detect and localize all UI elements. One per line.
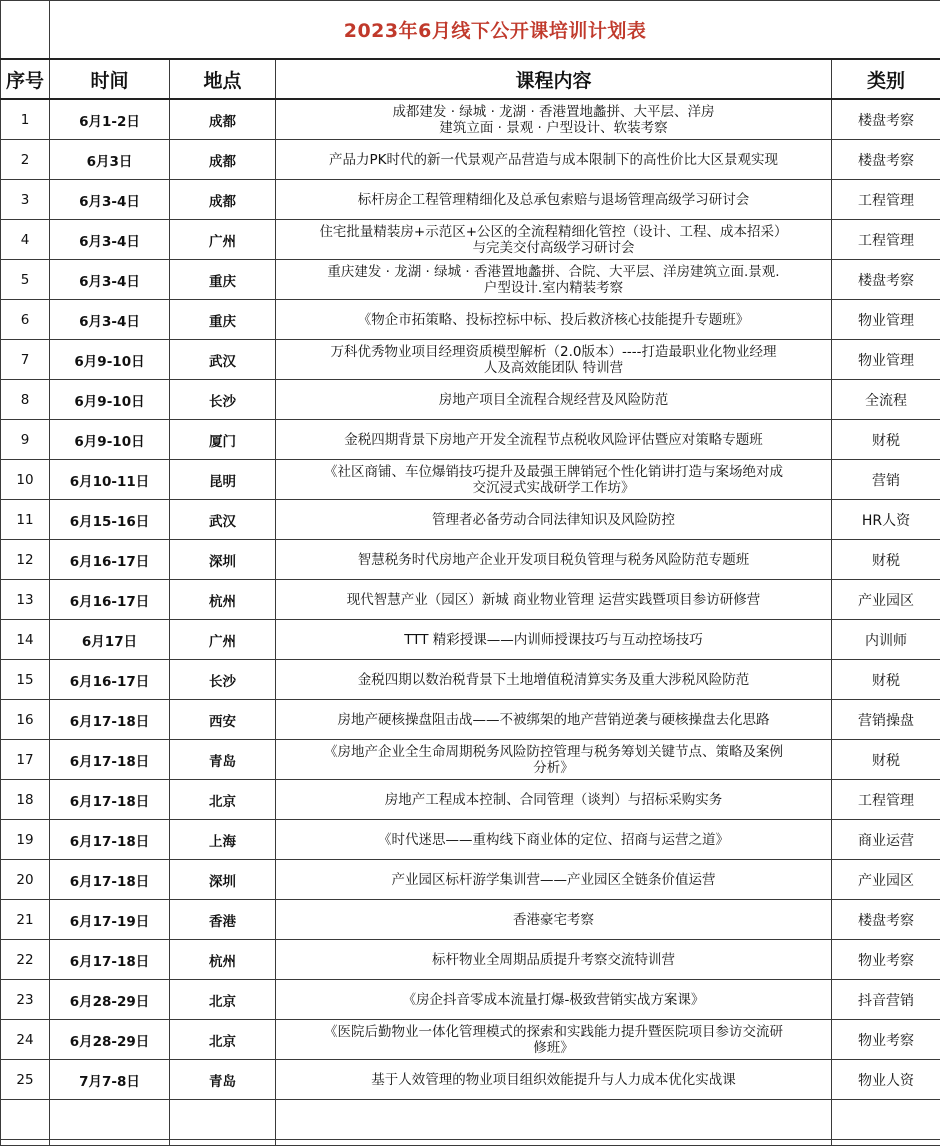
course-line: 分析》 — [282, 760, 825, 776]
course-line: 万科优秀物业项目经理资质模型解析（2.0版本）----打造最职业化物业经理 — [282, 344, 825, 360]
category-cell[interactable]: 财税 — [832, 540, 940, 580]
category-cell[interactable]: 楼盘考察 — [832, 140, 940, 180]
place-cell[interactable]: 杭州 — [170, 940, 276, 980]
course-line: 标杆房企工程管理精细化及总承包索赔与退场管理高级学习研讨会 — [282, 192, 825, 208]
place-cell[interactable]: 昆明 — [170, 460, 276, 500]
empty-cell[interactable] — [1, 1100, 50, 1140]
category-cell[interactable]: 内训师 — [832, 620, 940, 660]
seq-cell[interactable]: 6 — [1, 300, 50, 340]
table-row — [1, 460, 940, 500]
course-line: 《社区商铺、车位爆销技巧提升及最强王牌销冠个性化销讲打造与案场绝对成 — [282, 464, 825, 480]
time-cell[interactable]: 6月28-29日 — [50, 1020, 170, 1060]
table-row — [1, 540, 940, 580]
place-cell[interactable]: 成都 — [170, 180, 276, 220]
place-cell[interactable]: 成都 — [170, 99, 276, 140]
time-cell[interactable]: 6月28-29日 — [50, 980, 170, 1020]
time-cell[interactable]: 6月17-19日 — [50, 900, 170, 940]
category-cell[interactable]: 全流程 — [832, 380, 940, 420]
time-cell[interactable]: 6月17-18日 — [50, 940, 170, 980]
course-line: 现代智慧产业（园区）新城 商业物业管理 运营实践暨项目参访研修营 — [282, 592, 825, 608]
time-cell[interactable]: 6月9-10日 — [50, 340, 170, 380]
seq-cell[interactable]: 20 — [1, 860, 50, 900]
course-cell[interactable] — [276, 780, 832, 820]
course-cell[interactable] — [276, 620, 832, 660]
place-cell[interactable]: 长沙 — [170, 380, 276, 420]
category-cell[interactable]: HR人资 — [832, 500, 940, 540]
course-line: 《房企抖音零成本流量打爆-极致营销实战方案课》 — [282, 992, 825, 1008]
course-line: 建筑立面 · 景观 · 户型设计、软装考察 — [282, 120, 825, 136]
course-line: 住宅批量精装房+示范区+公区的全流程精细化管控（设计、工程、成本招采） — [282, 224, 825, 240]
place-cell[interactable]: 武汉 — [170, 500, 276, 540]
empty-row — [1, 1100, 940, 1140]
course-line: TTT 精彩授课——内训师授课技巧与互动控场技巧 — [282, 632, 825, 648]
table-row — [1, 340, 940, 380]
course-cell[interactable] — [276, 540, 832, 580]
seq-cell[interactable]: 15 — [1, 660, 50, 700]
time-cell[interactable]: 6月3日 — [50, 140, 170, 180]
category-cell[interactable]: 营销 — [832, 460, 940, 500]
place-cell[interactable]: 青岛 — [170, 1060, 276, 1100]
course-line: 房地产硬核操盘阻击战——不被绑架的地产营销逆袭与硬核操盘去化思路 — [282, 712, 825, 728]
table-row — [1, 99, 940, 140]
category-cell[interactable]: 物业考察 — [832, 1020, 940, 1060]
course-cell[interactable] — [276, 1020, 832, 1060]
category-cell[interactable]: 营销操盘 — [832, 700, 940, 740]
place-cell[interactable]: 上海 — [170, 820, 276, 860]
place-cell[interactable]: 北京 — [170, 980, 276, 1020]
time-cell[interactable]: 6月9-10日 — [50, 380, 170, 420]
category-cell[interactable]: 财税 — [832, 660, 940, 700]
category-cell[interactable]: 工程管理 — [832, 220, 940, 260]
category-cell[interactable]: 物业管理 — [832, 340, 940, 380]
course-line: 产品力PK时代的新一代景观产品营造与成本限制下的高性价比大区景观实现 — [282, 152, 825, 168]
time-cell[interactable]: 6月9-10日 — [50, 420, 170, 460]
course-cell[interactable] — [276, 820, 832, 860]
course-cell[interactable] — [276, 580, 832, 620]
place-cell[interactable]: 重庆 — [170, 260, 276, 300]
time-cell[interactable]: 6月3-4日 — [50, 300, 170, 340]
course-cell[interactable] — [276, 300, 832, 340]
time-cell[interactable]: 6月16-17日 — [50, 580, 170, 620]
place-cell[interactable]: 香港 — [170, 900, 276, 940]
place-cell[interactable]: 深圳 — [170, 540, 276, 580]
category-cell[interactable]: 财税 — [832, 420, 940, 460]
place-cell[interactable]: 青岛 — [170, 740, 276, 780]
category-cell[interactable]: 楼盘考察 — [832, 900, 940, 940]
category-cell[interactable]: 产业园区 — [832, 580, 940, 620]
course-line: 户型设计.室内精装考察 — [282, 280, 825, 296]
table-row — [1, 420, 940, 460]
course-line: 《房地产企业全生命周期税务风险防控管理与税务筹划关键节点、策略及案例 — [282, 744, 825, 760]
time-cell[interactable]: 7月7-8日 — [50, 1060, 170, 1100]
course-line: 智慧税务时代房地产企业开发项目税负管理与税务风险防范专题班 — [282, 552, 825, 568]
category-cell[interactable]: 楼盘考察 — [832, 260, 940, 300]
course-cell[interactable] — [276, 380, 832, 420]
course-cell[interactable] — [276, 660, 832, 700]
seq-cell[interactable]: 19 — [1, 820, 50, 860]
course-cell[interactable] — [276, 1060, 832, 1100]
course-line: 交沉浸式实战研学工作坊》 — [282, 480, 825, 496]
seq-cell[interactable]: 3 — [1, 180, 50, 220]
empty-cell[interactable] — [170, 1100, 276, 1140]
place-cell[interactable]: 广州 — [170, 620, 276, 660]
header-category[interactable]: 类别 — [832, 59, 940, 99]
course-line: 金税四期以数治税背景下土地增值税清算实务及重大涉税风险防范 — [282, 672, 825, 688]
course-line: 与完美交付高级学习研讨会 — [282, 240, 825, 256]
course-cell[interactable] — [276, 500, 832, 540]
table-row — [1, 740, 940, 780]
table-row — [1, 940, 940, 980]
table-row — [1, 500, 940, 540]
seq-cell[interactable]: 25 — [1, 1060, 50, 1100]
course-line: 金税四期背景下房地产开发全流程节点税收风险评估暨应对策略专题班 — [282, 432, 825, 448]
title-row — [1, 1, 940, 60]
place-cell[interactable]: 武汉 — [170, 340, 276, 380]
category-cell[interactable]: 物业人资 — [832, 1060, 940, 1100]
empty-cell[interactable] — [276, 1100, 832, 1140]
table-row — [1, 660, 940, 700]
time-cell[interactable]: 6月10-11日 — [50, 460, 170, 500]
place-cell[interactable]: 北京 — [170, 1020, 276, 1060]
course-line: 人及高效能团队 特训营 — [282, 360, 825, 376]
time-cell[interactable]: 6月16-17日 — [50, 660, 170, 700]
course-cell[interactable] — [276, 260, 832, 300]
seq-cell[interactable]: 23 — [1, 980, 50, 1020]
seq-cell[interactable]: 10 — [1, 460, 50, 500]
course-line: 产业园区标杆游学集训营——产业园区全链条价值运营 — [282, 872, 825, 888]
seq-cell[interactable]: 5 — [1, 260, 50, 300]
seq-cell[interactable]: 9 — [1, 420, 50, 460]
table-row — [1, 580, 940, 620]
course-cell[interactable] — [276, 99, 832, 140]
place-cell[interactable]: 厦门 — [170, 420, 276, 460]
table-row — [1, 380, 940, 420]
table-row — [1, 140, 940, 180]
course-line: 标杆物业全周期品质提升考察交流特训营 — [282, 952, 825, 968]
time-cell[interactable]: 6月17日 — [50, 620, 170, 660]
time-cell[interactable]: 6月17-18日 — [50, 740, 170, 780]
place-cell[interactable]: 广州 — [170, 220, 276, 260]
place-cell[interactable]: 西安 — [170, 700, 276, 740]
category-cell[interactable]: 工程管理 — [832, 180, 940, 220]
table-row — [1, 780, 940, 820]
category-cell[interactable]: 楼盘考察 — [832, 99, 940, 140]
header-row — [1, 59, 940, 99]
seq-cell[interactable]: 18 — [1, 780, 50, 820]
table-row — [1, 620, 940, 660]
seq-cell[interactable]: 13 — [1, 580, 50, 620]
title-left-cell[interactable] — [1, 1, 50, 60]
table-row — [1, 260, 940, 300]
place-cell[interactable]: 长沙 — [170, 660, 276, 700]
seq-cell[interactable]: 2 — [1, 140, 50, 180]
category-cell[interactable]: 产业园区 — [832, 860, 940, 900]
course-cell[interactable] — [276, 940, 832, 980]
time-cell[interactable]: 6月17-18日 — [50, 860, 170, 900]
place-cell[interactable]: 成都 — [170, 140, 276, 180]
course-line: 管理者必备劳动合同法律知识及风险防控 — [282, 512, 825, 528]
seq-cell[interactable]: 11 — [1, 500, 50, 540]
seq-cell[interactable]: 1 — [1, 99, 50, 140]
empty-cell[interactable] — [50, 1100, 170, 1140]
time-cell[interactable]: 6月17-18日 — [50, 700, 170, 740]
time-cell[interactable]: 6月15-16日 — [50, 500, 170, 540]
table-row — [1, 820, 940, 860]
time-cell[interactable]: 6月3-4日 — [50, 220, 170, 260]
course-line: 成都建发 · 绿城 · 龙湖 · 香港置地蠡拼、大平层、洋房 — [282, 104, 825, 120]
table-row — [1, 900, 940, 940]
category-cell[interactable]: 财税 — [832, 740, 940, 780]
seq-cell[interactable]: 24 — [1, 1020, 50, 1060]
seq-cell[interactable]: 17 — [1, 740, 50, 780]
seq-cell[interactable]: 21 — [1, 900, 50, 940]
category-cell[interactable]: 物业考察 — [832, 940, 940, 980]
table-row — [1, 860, 940, 900]
table-row — [1, 1060, 940, 1100]
course-line: 房地产项目全流程合规经营及风险防范 — [282, 392, 825, 408]
course-cell[interactable] — [276, 140, 832, 180]
header-place[interactable]: 地点 — [170, 59, 276, 99]
place-cell[interactable]: 杭州 — [170, 580, 276, 620]
empty-cell[interactable] — [832, 1100, 940, 1140]
table-row — [1, 1020, 940, 1060]
place-cell[interactable]: 北京 — [170, 780, 276, 820]
category-cell[interactable]: 商业运营 — [832, 820, 940, 860]
time-cell[interactable]: 6月16-17日 — [50, 540, 170, 580]
place-cell[interactable]: 深圳 — [170, 860, 276, 900]
course-cell[interactable] — [276, 740, 832, 780]
place-cell[interactable]: 重庆 — [170, 300, 276, 340]
category-cell[interactable]: 物业管理 — [832, 300, 940, 340]
course-line: 《时代迷思——重构线下商业体的定位、招商与运营之道》 — [282, 832, 825, 848]
table-title: 2023年6月线下公开课培训计划表 — [50, 1, 940, 60]
time-cell[interactable]: 6月1-2日 — [50, 99, 170, 140]
time-cell[interactable]: 6月3-4日 — [50, 180, 170, 220]
table-row — [1, 700, 940, 740]
table-row — [1, 300, 940, 340]
course-line: 香港豪宅考察 — [282, 912, 825, 928]
course-cell[interactable] — [276, 420, 832, 460]
course-line: 《医院后勤物业一体化管理模式的探索和实践能力提升暨医院项目参访交流研 — [282, 1024, 825, 1040]
course-line: 修班》 — [282, 1040, 825, 1056]
table-row — [1, 180, 940, 220]
course-cell[interactable] — [276, 700, 832, 740]
category-cell[interactable]: 抖音营销 — [832, 980, 940, 1020]
course-line: 房地产工程成本控制、合同管理（谈判）与招标采购实务 — [282, 792, 825, 808]
seq-cell[interactable]: 8 — [1, 380, 50, 420]
seq-cell[interactable]: 4 — [1, 220, 50, 260]
time-cell[interactable]: 6月3-4日 — [50, 260, 170, 300]
course-cell[interactable] — [276, 900, 832, 940]
seq-cell[interactable]: 12 — [1, 540, 50, 580]
category-cell[interactable]: 工程管理 — [832, 780, 940, 820]
seq-cell[interactable]: 7 — [1, 340, 50, 380]
course-cell[interactable] — [276, 220, 832, 260]
table-row — [1, 220, 940, 260]
header-time[interactable]: 时间 — [50, 59, 170, 99]
course-line: 基于人效管理的物业项目组织效能提升与人力成本优化实战课 — [282, 1072, 825, 1088]
course-line: 重庆建发 · 龙湖 · 绿城 · 香港置地蠡拼、合院、大平层、洋房建筑立面.景观. — [282, 264, 825, 280]
course-cell[interactable] — [276, 980, 832, 1020]
course-cell[interactable] — [276, 180, 832, 220]
seq-cell[interactable]: 16 — [1, 700, 50, 740]
table-row — [1, 980, 940, 1020]
header-seq[interactable]: 序号 — [1, 59, 50, 99]
seq-cell[interactable]: 22 — [1, 940, 50, 980]
time-cell[interactable]: 6月17-18日 — [50, 780, 170, 820]
seq-cell[interactable]: 14 — [1, 620, 50, 660]
header-course[interactable]: 课程内容 — [276, 59, 832, 99]
course-line: 《物企市拓策略、投标控标中标、投后救济核心技能提升专题班》 — [282, 312, 825, 328]
course-cell[interactable] — [276, 340, 832, 380]
course-cell[interactable] — [276, 860, 832, 900]
course-cell[interactable] — [276, 460, 832, 500]
time-cell[interactable]: 6月17-18日 — [50, 820, 170, 860]
